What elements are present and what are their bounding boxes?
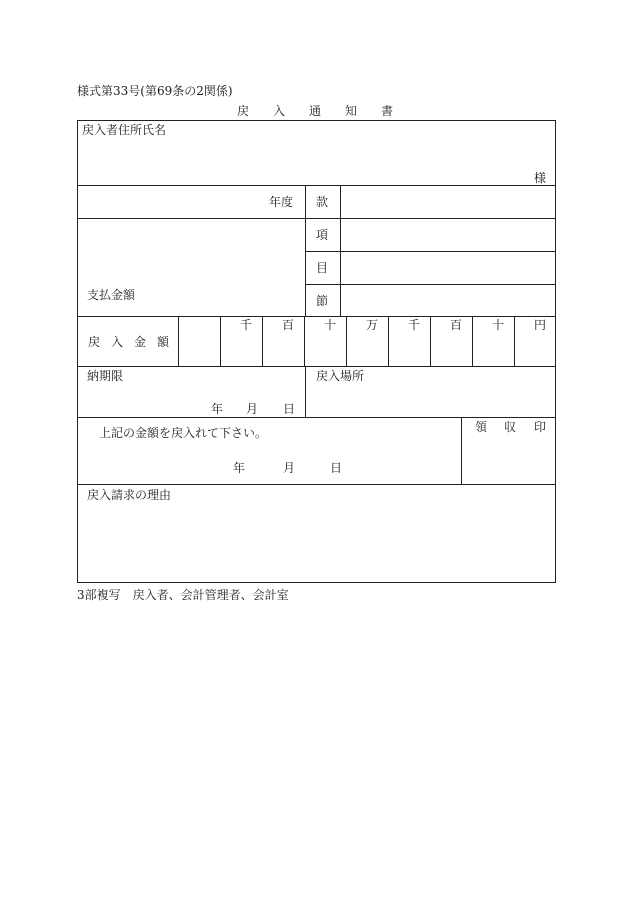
refund-amount-char: 戻 — [88, 335, 101, 349]
row-divider — [77, 366, 556, 367]
col-divider — [178, 316, 179, 366]
receipt-char: 印 — [534, 420, 547, 434]
place-label: 戻入場所 — [316, 369, 365, 383]
row-divider — [305, 251, 556, 252]
digit-label: 百 — [450, 318, 463, 332]
row-divider — [77, 417, 556, 418]
col-divider — [430, 316, 431, 366]
row-divider — [77, 484, 556, 485]
deadline-month: 月 — [246, 402, 259, 416]
form-number: 様式第33号(第69条の2関係) — [77, 84, 233, 98]
payer-honorific: 様 — [534, 171, 547, 185]
title-char: 戻 — [237, 104, 250, 118]
copies-note: 3部複写 戻入者、会計管理者、会計室 — [77, 588, 289, 602]
refund-amount-char: 額 — [157, 335, 170, 349]
col-divider — [346, 316, 347, 366]
col-divider — [472, 316, 473, 366]
col-divider — [304, 316, 305, 366]
payer-label: 戻入者住所氏名 — [82, 123, 167, 137]
col-divider — [305, 366, 306, 417]
row-divider — [77, 218, 556, 219]
title-char: 書 — [381, 104, 394, 118]
request-day: 日 — [330, 461, 343, 475]
title-char: 入 — [273, 104, 286, 118]
kou-label: 項 — [316, 228, 329, 242]
refund-amount-char: 入 — [111, 335, 124, 349]
col-divider — [461, 417, 462, 484]
request-year: 年 — [233, 461, 246, 475]
fiscal-year-label: 年度 — [269, 195, 294, 209]
receipt-char: 収 — [504, 420, 517, 434]
digit-label: 千 — [240, 318, 253, 332]
digit-label: 万 — [366, 318, 379, 332]
form-table — [77, 120, 556, 583]
refund-amount-char: 金 — [134, 335, 147, 349]
payment-amount-label: 支払金額 — [87, 288, 136, 302]
row-divider — [77, 316, 556, 317]
col-divider — [514, 316, 515, 366]
row-divider — [77, 185, 556, 186]
receipt-char: 領 — [475, 420, 488, 434]
reason-label: 戻入請求の理由 — [87, 488, 172, 502]
setsu-label: 節 — [316, 294, 329, 308]
deadline-year: 年 — [211, 402, 224, 416]
digit-label: 千 — [408, 318, 421, 332]
col-divider — [220, 316, 221, 366]
digit-label: 十 — [492, 318, 505, 332]
col-divider — [388, 316, 389, 366]
moku-label: 目 — [316, 261, 329, 275]
request-message: 上記の金額を戻入れて下さい。 — [99, 426, 268, 440]
col-divider — [340, 185, 341, 316]
digit-label: 十 — [324, 318, 337, 332]
digit-label: 百 — [282, 318, 295, 332]
col-divider — [305, 185, 306, 316]
deadline-label: 納期限 — [87, 369, 124, 383]
deadline-day: 日 — [283, 402, 296, 416]
digit-label: 円 — [534, 318, 547, 332]
request-month: 月 — [283, 461, 296, 475]
kan-label: 款 — [316, 195, 329, 209]
col-divider — [262, 316, 263, 366]
title-char: 通 — [309, 104, 322, 118]
title-char: 知 — [345, 104, 358, 118]
row-divider — [305, 284, 556, 285]
